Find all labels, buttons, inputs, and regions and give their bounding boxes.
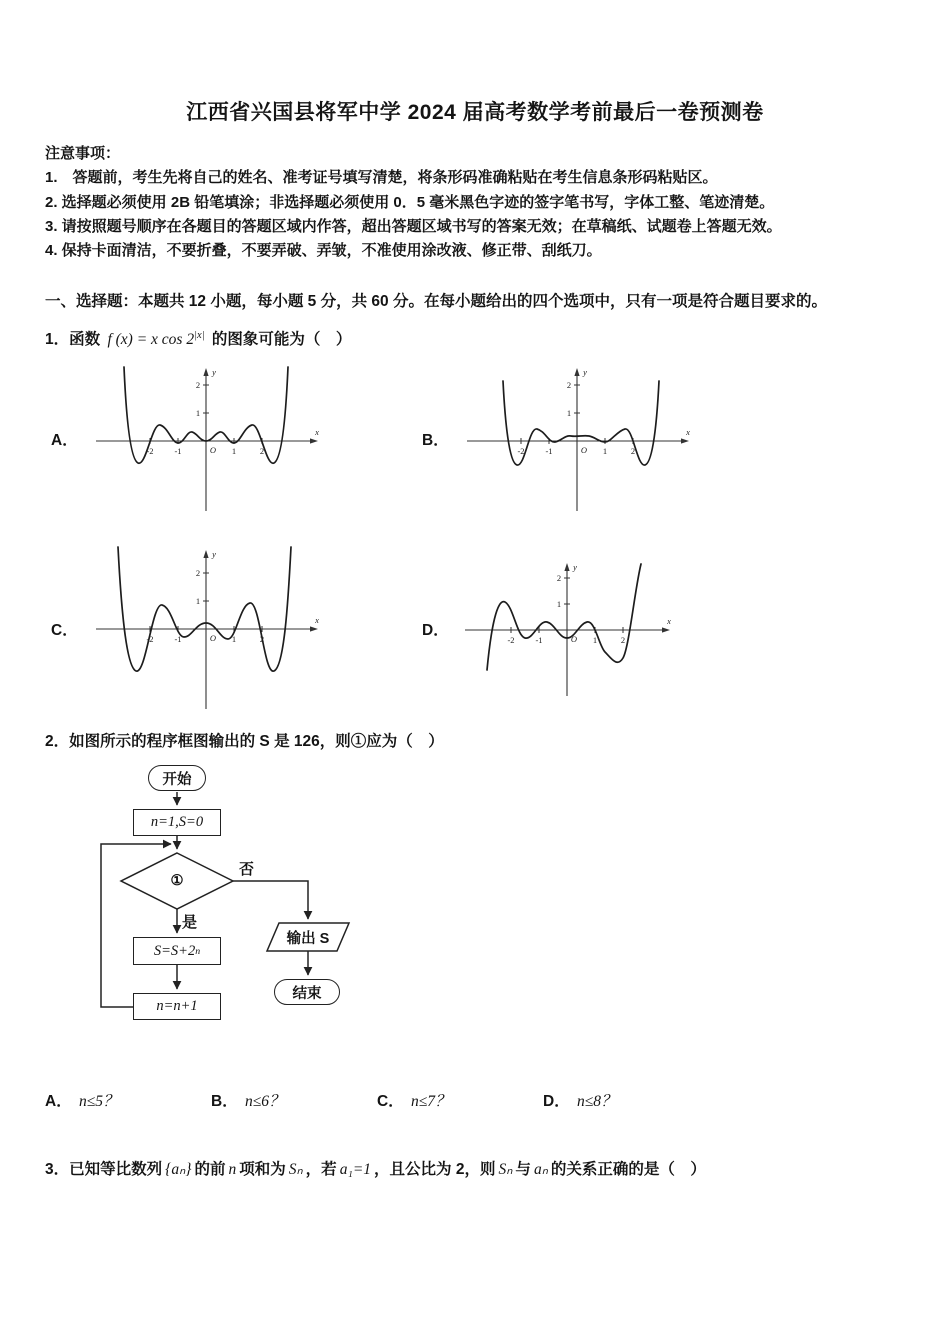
question-1-graph-options: [51, 363, 905, 713]
flowchart-output-node: 输出 S: [286, 930, 330, 947]
option-a-label: A．: [51, 432, 78, 450]
option-d-label: D．: [422, 622, 449, 640]
svg-text:2: 2: [556, 573, 561, 584]
notice-item: 1. 答题前，考生先将自己的姓名、准考证号填写清楚，将条形码准确粘贴在考生信息条形码粘贴区。: [45, 169, 718, 187]
question-2-options: [45, 1089, 905, 1111]
svg-text:1: 1: [592, 635, 597, 646]
graph-b-plot: [459, 363, 694, 515]
notice-item: 3. 请按照题号顺序在各题目的答题区域内作答，超出答题区域书写的答案无效；在草稿纸、试题卷上答题无效。: [45, 217, 782, 235]
svg-text:2: 2: [195, 380, 200, 391]
svg-text:2: 2: [259, 634, 264, 645]
option-a: A． n≤5？: [45, 1093, 119, 1111]
svg-text:y: y: [582, 367, 587, 378]
question-2: 2．如图所示的程序框图输出的 S 是 126，则①应为（ ）: [45, 733, 444, 751]
svg-text:-1: -1: [545, 446, 553, 457]
function-curve: [487, 564, 641, 670]
notice-heading: 注意事项：: [45, 145, 121, 162]
flowchart-end-node: 结束: [274, 979, 340, 1005]
page-title: 江西省兴国县将军中学 2024 届高考数学考前最后一卷预测卷: [186, 101, 764, 124]
svg-text:-2: -2: [507, 635, 515, 646]
svg-text:-1: -1: [535, 635, 543, 646]
graph-c-plot: [88, 545, 323, 713]
graph-option-b: [422, 363, 757, 515]
flowchart-start-node: 开始: [148, 765, 206, 791]
notice-item: 2. 选择题必须使用 2B 铅笔填涂；非选择题必须使用 0．5 毫米黑色字迹的签字笔书写，字体工整、笔迹清楚。: [45, 193, 775, 211]
svg-text:x: x: [314, 427, 319, 438]
svg-text:-2: -2: [146, 634, 154, 645]
question-1-formula: f (x) = x $\cos 2^{|x|}$: [107, 330, 205, 349]
svg-text:1: 1: [566, 408, 571, 419]
option-c: C． n≤7？: [377, 1093, 451, 1111]
option-c-label: C．: [51, 622, 78, 640]
function-curve: [118, 547, 291, 671]
svg-text:2: 2: [259, 446, 264, 457]
svg-text:y: y: [211, 549, 216, 560]
question-1-prefix: 1．函数: [45, 331, 101, 349]
option-b-label: B．: [422, 432, 449, 450]
svg-text:O: O: [209, 445, 216, 456]
graph-option-c: [51, 545, 386, 713]
section-one-heading: 一、选择题：本题共 12 小题，每小题 5 分，共 60 分。在每小题给出的四个选项中，只有一项是符合题目要求的。: [45, 293, 827, 311]
notice-block: [45, 142, 905, 263]
axes: [467, 368, 689, 511]
flowchart-accumulate-node: S=S+2 n: [133, 937, 221, 965]
graph-a-plot: [88, 363, 323, 515]
svg-text:-1: -1: [174, 446, 182, 457]
svg-text:x: x: [314, 615, 319, 626]
option-d: D． n≤8？: [543, 1093, 617, 1111]
svg-text:2: 2: [630, 446, 635, 457]
graph-d-plot: [459, 558, 674, 700]
graph-option-a: [51, 363, 386, 515]
question-2-flowchart: [87, 765, 427, 1057]
axis-labels: [507, 562, 671, 645]
svg-text:x: x: [685, 427, 690, 438]
svg-text:1: 1: [195, 596, 200, 607]
svg-text:1: 1: [556, 599, 561, 610]
flowchart-increment-node: n=n+1: [133, 993, 221, 1020]
graph-option-d: [422, 545, 757, 713]
question-1-suffix: 的图象可能为（ ）: [211, 331, 352, 349]
svg-text:-1: -1: [174, 634, 182, 645]
svg-text:2: 2: [566, 380, 571, 391]
svg-text:y: y: [572, 562, 577, 573]
flowchart-yes-label: 是: [182, 914, 198, 932]
svg-text:1: 1: [602, 446, 607, 457]
svg-text:-2: -2: [517, 446, 525, 457]
svg-text:1: 1: [231, 634, 236, 645]
svg-text:1: 1: [195, 408, 200, 419]
svg-text:2: 2: [195, 568, 200, 579]
svg-text:O: O: [570, 634, 577, 645]
question-3: 3．已知等比数列 {aₙ} 的前 n 项和为 Sₙ ，若 a₁=1 ，且公比为 2，则 Sₙ 与 aₙ 的关系正确的是（ ）: [45, 1161, 706, 1179]
axes: [465, 563, 670, 696]
svg-text:O: O: [580, 445, 587, 456]
axis-labels: [146, 549, 319, 644]
svg-text:2: 2: [620, 635, 625, 646]
option-b: B． n≤6？: [211, 1093, 285, 1111]
notice-item: 4. 保持卡面清洁，不要折叠，不要弄破、弄皱，不准使用涂改液、修正带、刮纸刀。: [45, 242, 602, 260]
flowchart-condition-placeholder: ①: [170, 873, 184, 890]
svg-text:-2: -2: [146, 446, 154, 457]
flowchart-init-node: n=1,S=0: [133, 809, 221, 836]
svg-text:x: x: [666, 616, 671, 627]
question-1: [45, 327, 905, 349]
svg-text:y: y: [211, 367, 216, 378]
svg-text:1: 1: [231, 446, 236, 457]
svg-text:O: O: [209, 633, 216, 644]
flowchart-no-label: 否: [239, 861, 255, 879]
